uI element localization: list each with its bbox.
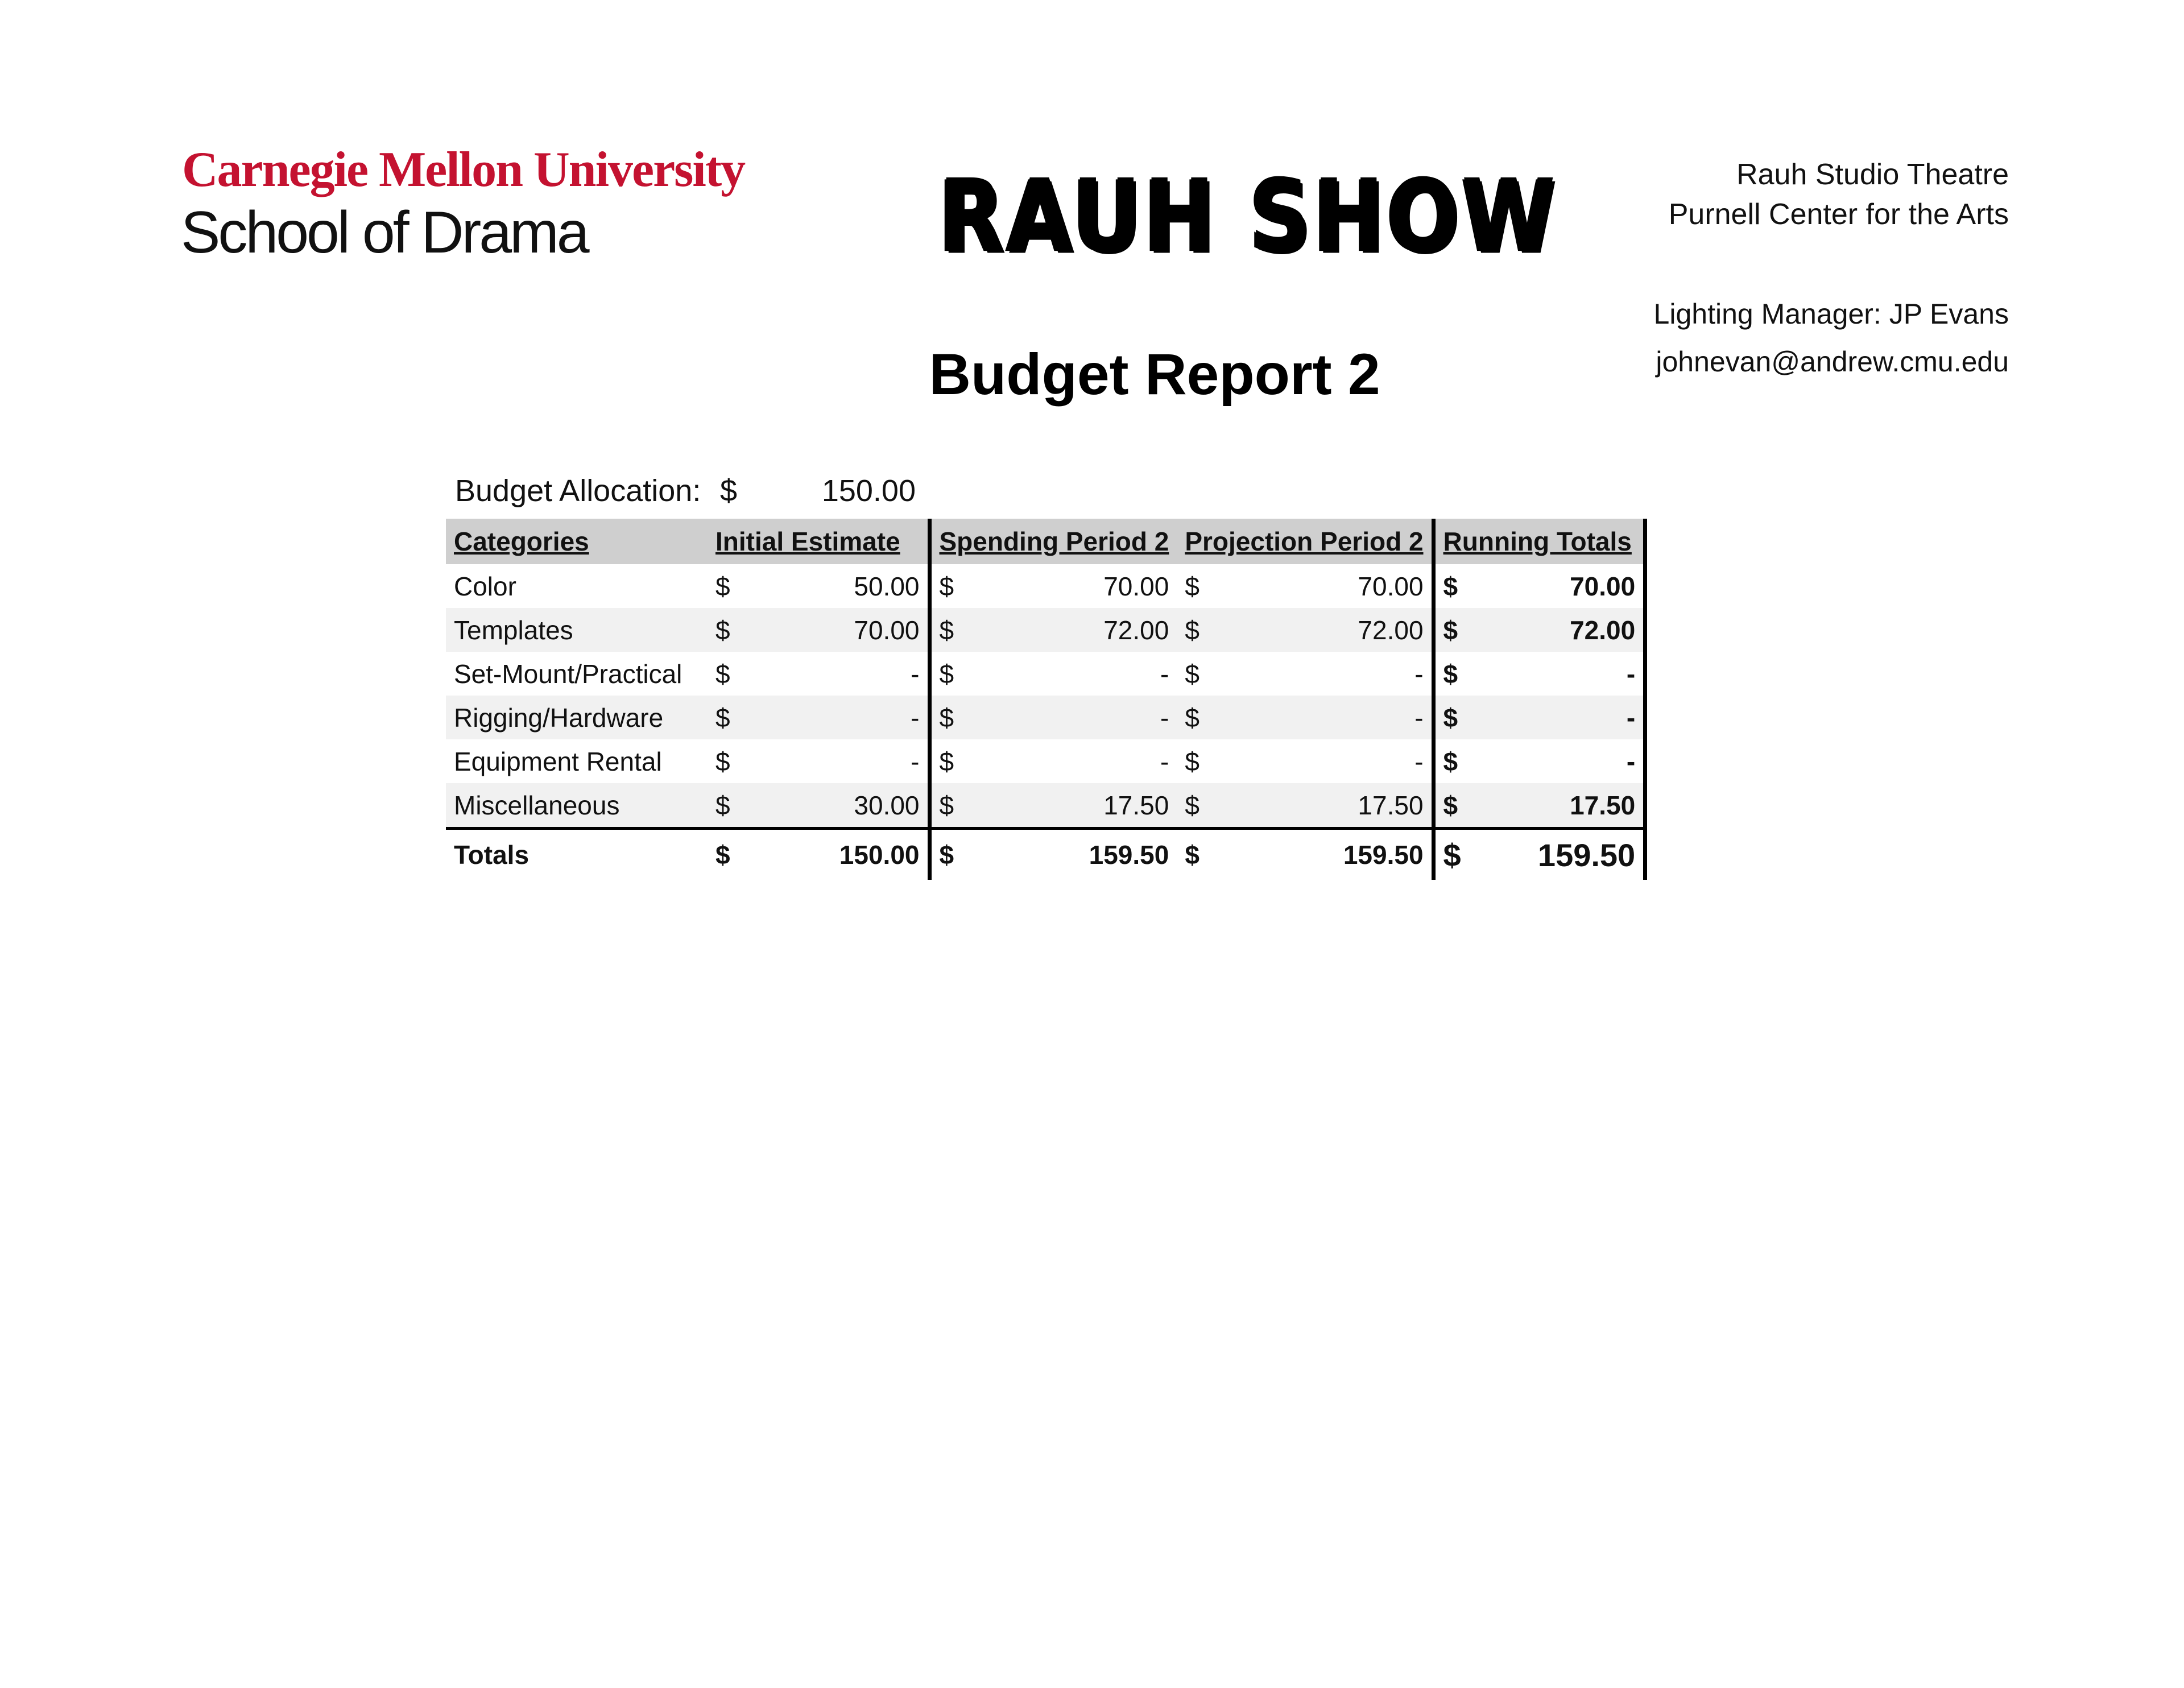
table-row <box>446 652 1645 696</box>
total-running: 159.50 <box>1469 829 1645 880</box>
row-category: Equipment Rental <box>454 746 662 776</box>
table-row <box>446 739 1645 783</box>
currency-symbol: $ <box>1185 659 1199 689</box>
budget-table <box>446 519 1647 880</box>
row-category: Rigging/Hardware <box>446 696 708 739</box>
initial-value: 30.00 <box>742 783 929 829</box>
spending-value: 70.00 <box>1103 571 1169 601</box>
running-value: - <box>1469 696 1645 739</box>
row-category: Miscellaneous <box>446 783 708 829</box>
table-row <box>446 608 1645 652</box>
spending-value: - <box>1160 746 1169 776</box>
currency-symbol: $ <box>715 746 730 776</box>
show-title: RAUH SHOW <box>938 158 1558 273</box>
currency-symbol: $ <box>1433 696 1469 739</box>
currency-symbol: $ <box>708 608 742 652</box>
running-value: - <box>1469 652 1645 696</box>
currency-symbol: $ <box>1433 564 1469 608</box>
row-category: Color <box>454 571 516 601</box>
currency-symbol: $ <box>708 696 742 739</box>
running-value: 72.00 <box>1469 608 1645 652</box>
university-logo: Carnegie Mellon University <box>182 142 745 197</box>
currency-symbol: $ <box>929 564 967 608</box>
allocation-amount: 150.00 <box>821 474 916 508</box>
projection-value: 17.50 <box>1214 783 1433 829</box>
row-category: Set-Mount/Practical <box>454 659 682 689</box>
report-title: Budget Report 2 <box>929 342 1380 407</box>
spending-value: - <box>1160 659 1169 689</box>
currency-symbol: $ <box>1433 783 1469 829</box>
initial-value: - <box>911 746 920 776</box>
col-projection-period: Projection Period 2 <box>1177 519 1433 564</box>
manager-email[interactable]: johnevan@andrew.cmu.edu <box>1656 346 2009 378</box>
col-initial-estimate: Initial Estimate <box>708 519 929 564</box>
totals-row <box>446 829 1645 880</box>
currency-symbol: $ <box>1433 739 1469 783</box>
table-row <box>446 696 1645 739</box>
venue-name: Rauh Studio Theatre <box>1736 158 2009 191</box>
currency-symbol: $ <box>1433 608 1469 652</box>
col-categories: Categories <box>446 519 708 564</box>
school-name: School of Drama <box>181 200 588 266</box>
running-value: - <box>1469 739 1645 783</box>
currency-symbol: $ <box>715 571 730 601</box>
spending-value: 17.50 <box>967 783 1177 829</box>
table-row <box>446 783 1645 829</box>
total-initial: 150.00 <box>742 829 929 880</box>
projection-value: - <box>1414 659 1424 689</box>
currency-symbol: $ <box>929 652 967 696</box>
col-running-totals: Running Totals <box>1433 519 1645 564</box>
running-value: 17.50 <box>1469 783 1645 829</box>
currency-symbol: $ <box>715 659 730 689</box>
currency-symbol: $ <box>929 829 967 880</box>
projection-value: 70.00 <box>1358 571 1424 601</box>
currency-symbol: $ <box>1185 746 1199 776</box>
currency-symbol: $ <box>1433 652 1469 696</box>
allocation-currency: $ <box>720 474 738 508</box>
projection-value: 72.00 <box>1214 608 1433 652</box>
running-value: 70.00 <box>1469 564 1645 608</box>
currency-symbol: $ <box>1185 571 1199 601</box>
currency-symbol: $ <box>1177 608 1214 652</box>
lighting-manager: Lighting Manager: JP Evans <box>1653 298 2009 330</box>
currency-symbol: $ <box>708 783 742 829</box>
col-spending-period: Spending Period 2 <box>929 519 1177 564</box>
table-header-row <box>446 519 1645 564</box>
initial-value: 70.00 <box>742 608 929 652</box>
currency-symbol: $ <box>1177 696 1214 739</box>
projection-value: - <box>1214 696 1433 739</box>
spending-value: - <box>967 696 1177 739</box>
currency-symbol: $ <box>929 608 967 652</box>
currency-symbol: $ <box>1177 829 1214 880</box>
contact-block <box>1654 290 2009 386</box>
venue-block <box>1669 155 2009 234</box>
currency-symbol: $ <box>929 696 967 739</box>
currency-symbol: $ <box>929 739 967 783</box>
row-category: Templates <box>446 608 708 652</box>
total-spending: 159.50 <box>967 829 1177 880</box>
currency-symbol: $ <box>929 783 967 829</box>
projection-value: - <box>1414 746 1424 776</box>
total-projection: 159.50 <box>1214 829 1433 880</box>
initial-value: - <box>911 659 920 689</box>
table-row <box>446 564 1645 608</box>
spending-value: 72.00 <box>967 608 1177 652</box>
currency-symbol: $ <box>708 829 742 880</box>
initial-value: - <box>742 696 929 739</box>
allocation-label: Budget Allocation: <box>455 474 701 508</box>
totals-label: Totals <box>446 829 708 880</box>
currency-symbol: $ <box>1177 783 1214 829</box>
currency-symbol: $ <box>1433 829 1469 880</box>
venue-building: Purnell Center for the Arts <box>1668 198 2009 231</box>
initial-value: 50.00 <box>854 571 920 601</box>
